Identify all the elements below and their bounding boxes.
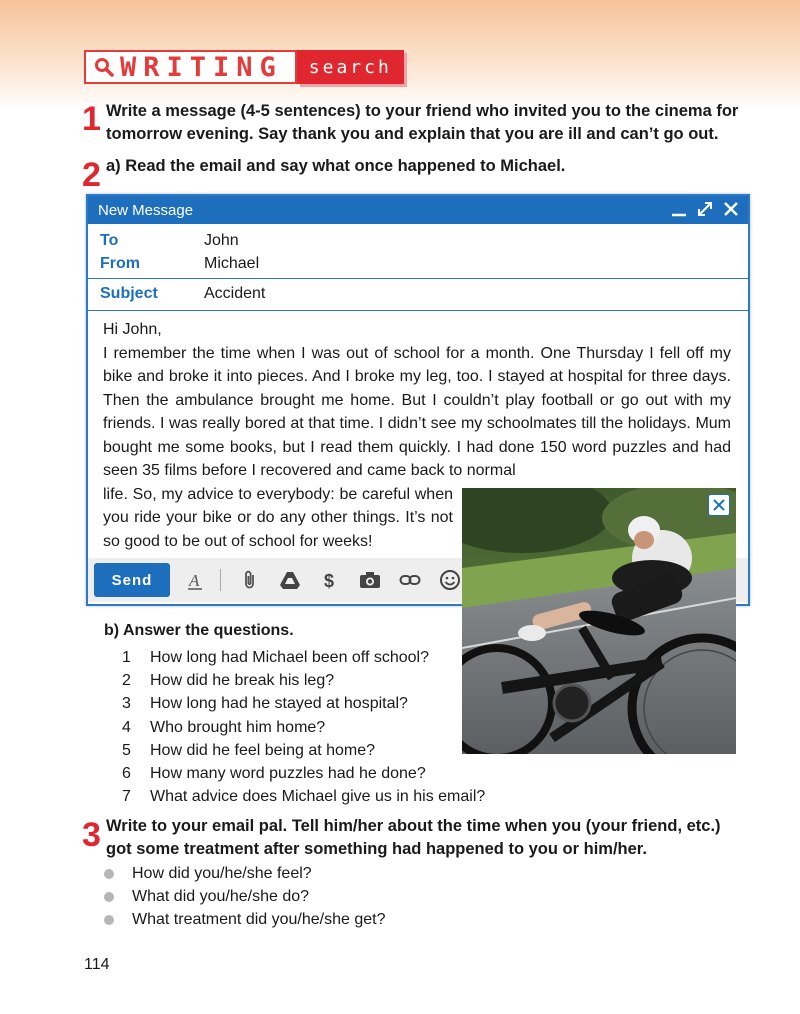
section-header [84, 50, 404, 84]
questions-list [122, 646, 485, 808]
camera-icon[interactable] [359, 569, 381, 591]
item-number: 3 [122, 695, 131, 713]
header-title: WRITING [120, 51, 283, 83]
list-item [104, 885, 385, 908]
close-icon [712, 498, 726, 512]
close-icon[interactable] [722, 200, 740, 218]
photo-close-button[interactable] [708, 494, 730, 516]
window-controls [670, 200, 740, 218]
task-number-1: 1 [82, 100, 101, 138]
task-2-text: a) Read the email and say what once happened to Michael. [106, 157, 566, 175]
from-label: From [100, 255, 140, 272]
svg-text:$: $ [324, 571, 335, 591]
task-3-text [106, 815, 746, 861]
minimize-icon[interactable] [670, 200, 688, 218]
header-title-box [84, 50, 297, 84]
item-number: 2 [122, 672, 131, 690]
bullet-icon [104, 892, 114, 902]
item-text: How long had Michael been off school? [150, 649, 429, 666]
email-window-title: New Message [98, 201, 194, 219]
from-value[interactable]: Michael [204, 255, 260, 272]
bullet-icon [104, 915, 114, 925]
cyclist-accident-photo [462, 488, 736, 754]
item-text: What advice does Michael give us in his email? [150, 788, 486, 806]
item-number: 1 [122, 649, 131, 666]
email-body-main: I remember the time when I was out of school for a month. One Thursday I fell off my bike and broke it into pieces. And I broke my leg, too. I stayed at hospital for three days. Then the ambulance brought me home. But I couldn’t play football or go out with my friends. I was really bored at that time. I didn’t see my schoolmates till the holidays. Mum bought me some books, but I read them quickly. I had done 150 word puzzles and had seen 35 films before I recovered and came back to normal [103, 344, 731, 479]
item-text: How did he feel being at home? [150, 741, 376, 759]
attach-icon[interactable] [239, 569, 261, 591]
header-tag: search [297, 50, 404, 84]
item-number: 7 [122, 788, 131, 806]
subject-value[interactable]: Accident [204, 285, 266, 302]
item-text: How many word puzzles had he done? [150, 765, 426, 783]
page-number: 114 [84, 956, 110, 973]
dollar-icon[interactable] [319, 569, 341, 591]
list-item [122, 646, 485, 669]
task-1-line-2: tomorrow evening. Say thank you and explain that you are ill and can’t go out. [106, 125, 719, 143]
toolbar-divider [220, 569, 221, 591]
task-1-line-1: Write a message (4-5 sentences) to your friend who invited you to the cinema for [106, 102, 739, 120]
bullet-icon [104, 869, 114, 879]
item-text: How did you/he/she feel? [132, 865, 312, 882]
bullet-list [104, 862, 385, 932]
header-divider-1 [88, 278, 748, 279]
expand-icon[interactable] [696, 200, 714, 218]
task-3-line-1: Write to your email pal. Tell him/her about the time when you (your friend, etc.) [106, 817, 721, 835]
to-value[interactable]: John [204, 232, 239, 249]
email-greeting: Hi John, [103, 321, 162, 338]
list-item [122, 785, 485, 808]
task-3-line-2: got some treatment after something had happened to you or him/her. [106, 840, 647, 858]
list-item [122, 739, 485, 762]
task-1-text [106, 100, 746, 146]
task-number-3: 3 [82, 816, 101, 854]
questions-heading: b) Answer the questions. [104, 622, 294, 639]
email-body-end: life. So, my advice to everybody: be careful when you ride your bike or do any other things. It’s not so good to be out of school for weeks! [103, 485, 453, 550]
emoji-icon[interactable] [439, 569, 461, 591]
item-number: 5 [122, 741, 131, 759]
list-item [122, 762, 485, 785]
item-text: How long had he stayed at hospital? [150, 695, 408, 713]
text-format-icon[interactable] [184, 569, 206, 591]
list-item [122, 692, 485, 715]
subject-label: Subject [100, 285, 158, 302]
list-item [104, 908, 385, 931]
item-number: 6 [122, 765, 131, 783]
item-text: What did you/he/she do? [132, 888, 310, 906]
link-icon[interactable] [399, 569, 421, 591]
drive-icon[interactable] [279, 569, 301, 591]
item-text: How did he break his leg? [150, 672, 335, 690]
list-item [104, 862, 385, 885]
item-text: What treatment did you/he/she get? [132, 911, 386, 929]
send-button[interactable]: Send [94, 563, 170, 597]
svg-text:A: A [189, 571, 200, 590]
list-item [122, 716, 485, 739]
item-text: Who brought him home? [150, 718, 326, 736]
email-title-bar [88, 196, 748, 224]
header-divider-2 [88, 310, 748, 311]
search-icon [94, 57, 114, 77]
to-label: To [100, 232, 119, 249]
list-item [122, 669, 485, 692]
task-number-2: 2 [82, 156, 101, 194]
item-number: 4 [122, 718, 131, 736]
